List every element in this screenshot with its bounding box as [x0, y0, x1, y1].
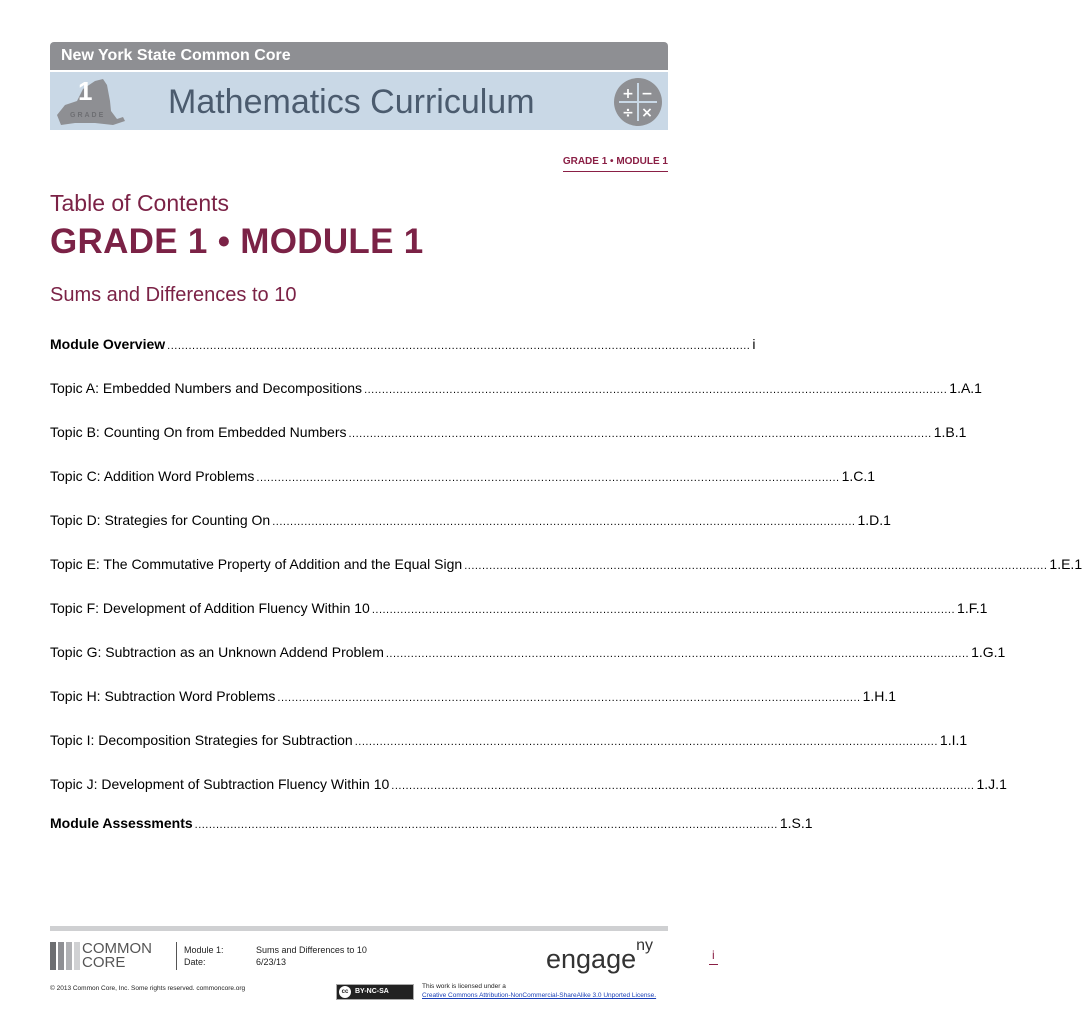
toc-entry-title: Topic J: Development of Subtraction Fluency Within 10	[50, 776, 390, 792]
toc-dot-leader: ....................................................................................................................................................................	[364, 384, 948, 396]
toc-entry-page: 1.F.1	[957, 600, 988, 616]
license-notice	[422, 982, 656, 1000]
toc-entry-title: Topic F: Development of Addition Fluency Within 10	[50, 600, 370, 616]
toc-entry-page: 1.J.1	[976, 776, 1007, 792]
toc-dot-leader: ....................................................................................................................................................................	[371, 604, 956, 616]
license-link[interactable]: Creative Commons Attribution-NonCommercial-ShareAlike 3.0 Unported License.	[422, 992, 657, 999]
toc-entry-page: 1.S.1	[779, 815, 813, 831]
toc-entry-title: Topic H: Subtraction Word Problems	[50, 688, 276, 704]
toc-dot-leader: ....................................................................................................................................................................	[277, 692, 861, 704]
toc-entry-title: Topic I: Decomposition Strategies for Subtraction	[50, 732, 353, 748]
toc-dot-leader: ....................................................................................................................................................................	[272, 516, 856, 528]
toc-entry[interactable]	[50, 688, 897, 708]
toc-entry[interactable]	[50, 732, 968, 752]
date-value: 6/23/13	[256, 957, 287, 967]
toc-dot-leader: ....................................................................................................................................................................	[348, 428, 932, 440]
running-head: GRADE 1 • MODULE 1	[563, 156, 668, 172]
toc-entry-page: 1.E.1	[1049, 556, 1082, 572]
toc-label: Table of Contents	[50, 190, 230, 216]
grade-word: GRADE	[70, 112, 106, 119]
module-label: Module 1:	[184, 945, 224, 955]
state-banner-text: New York State Common Core	[61, 47, 291, 64]
toc-entry-page: 1.B.1	[933, 424, 967, 440]
toc-dot-leader: ....................................................................................................................................................................	[194, 819, 778, 831]
toc-entry[interactable]	[50, 468, 876, 488]
toc-entry[interactable]	[50, 380, 982, 400]
toc-dot-leader: ....................................................................................................................................................................	[167, 340, 751, 352]
footer-divider	[50, 926, 668, 931]
toc-entry-title: Module Overview	[50, 336, 166, 352]
toc-entry-title: Topic C: Addition Word Problems	[50, 468, 255, 484]
page-number: i	[709, 948, 718, 965]
footer-separator	[176, 942, 177, 970]
toc-entry[interactable]	[50, 424, 967, 444]
toc-entry-page: i	[752, 336, 756, 352]
creative-commons-badge[interactable]	[336, 984, 414, 1000]
module-value: Sums and Differences to 10	[256, 945, 367, 955]
footer-values	[256, 944, 367, 968]
toc-entry-page: 1.G.1	[971, 644, 1006, 660]
toc-entry-title: Topic G: Subtraction as an Unknown Addend Problem	[50, 644, 384, 660]
date-label: Date:	[184, 957, 206, 967]
toc-entry-page: 1.D.1	[857, 512, 891, 528]
toc-entry-title: Topic D: Strategies for Counting On	[50, 512, 271, 528]
math-operation-symbol: −	[641, 86, 653, 102]
common-core-logo	[50, 942, 175, 972]
common-core-word-common: COMMON	[82, 940, 152, 957]
toc-entry-page: 1.H.1	[862, 688, 897, 704]
toc-dot-leader: ....................................................................................................................................................................	[391, 780, 975, 792]
math-operation-symbol: ÷	[622, 105, 634, 121]
toc-entry[interactable]	[50, 512, 891, 532]
state-banner	[50, 42, 668, 70]
toc-entry[interactable]	[50, 815, 813, 835]
toc-entry-page: 1.I.1	[939, 732, 968, 748]
license-line: This work is licensed under a	[422, 983, 506, 990]
math-operations-icon	[613, 77, 663, 127]
toc-entry-page: 1.A.1	[949, 380, 982, 396]
curriculum-banner	[50, 72, 668, 130]
toc-entry-page: 1.C.1	[841, 468, 876, 484]
cc-circle-icon: cc	[339, 986, 351, 998]
toc-entry-title: Topic B: Counting On from Embedded Numbers	[50, 424, 347, 440]
toc-entry-title: Topic E: The Commutative Property of Addition and the Equal Sign	[50, 556, 463, 572]
toc-entry[interactable]	[50, 644, 1006, 664]
toc-entry-title: Module Assessments	[50, 815, 193, 831]
common-core-word-core: CORE	[82, 954, 126, 971]
toc-entry[interactable]	[50, 600, 988, 620]
engage-sup: ny	[636, 937, 654, 954]
toc-entry[interactable]	[50, 776, 1007, 796]
toc-entry[interactable]	[50, 336, 756, 356]
engageny-logo	[546, 937, 654, 975]
curriculum-title: Mathematics Curriculum	[168, 83, 535, 121]
cc-badge-text: BY-NC-SA	[355, 988, 389, 995]
module-subtitle: Sums and Differences to 10	[50, 284, 297, 306]
toc-dot-leader: ....................................................................................................................................................................	[354, 736, 938, 748]
copyright-notice: © 2013 Common Core, Inc. Some rights reserved. commoncore.org	[50, 985, 246, 992]
grade-number: 1	[78, 76, 93, 106]
toc-dot-leader: ....................................................................................................................................................................	[464, 560, 1048, 572]
common-core-wordmark	[82, 942, 152, 970]
toc-entry-title: Topic A: Embedded Numbers and Decompositions	[50, 380, 363, 396]
toc-dot-leader: ....................................................................................................................................................................	[385, 648, 970, 660]
math-operation-symbol: ×	[641, 105, 653, 121]
math-operation-symbol: +	[622, 86, 634, 102]
module-title: GRADE 1 • MODULE 1	[50, 222, 424, 261]
footer-labels	[184, 944, 224, 968]
engage-word: engage	[546, 944, 637, 974]
toc-dot-leader: ....................................................................................................................................................................	[256, 472, 840, 484]
toc-entry[interactable]	[50, 556, 1082, 576]
